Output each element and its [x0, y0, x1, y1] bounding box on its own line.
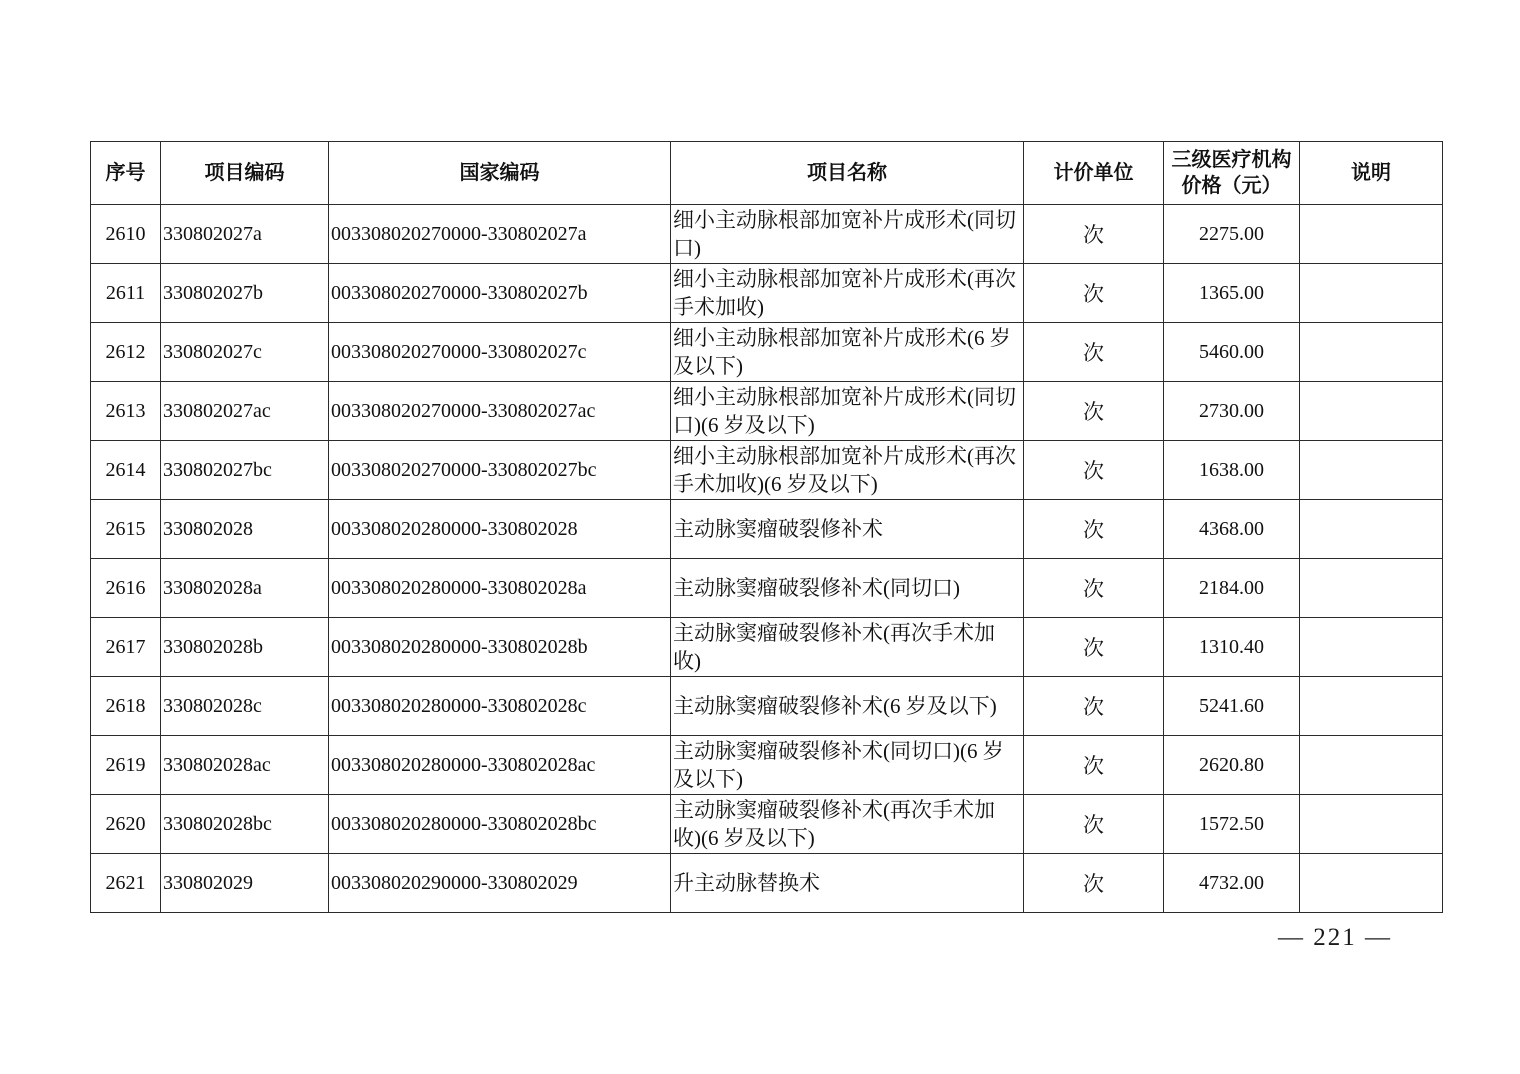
col-header-unit: 计价单位 — [1024, 142, 1164, 205]
table-row — [91, 736, 1443, 795]
national-code-cell: 003308020280000-330802028ac — [329, 736, 671, 795]
table-row — [91, 854, 1443, 913]
table-row — [91, 323, 1443, 382]
table-row — [91, 382, 1443, 441]
col-header-project-code: 项目编码 — [161, 142, 329, 205]
seq-cell: 2613 — [91, 382, 161, 441]
note-cell — [1300, 441, 1443, 500]
col-header-seq: 序号 — [91, 142, 161, 205]
project-name-cell: 主动脉窦瘤破裂修补术(再次手术加收)(6 岁及以下) — [671, 795, 1024, 854]
price-cell: 1365.00 — [1164, 264, 1300, 323]
seq-cell: 2621 — [91, 854, 161, 913]
project-code-cell: 330802027ac — [161, 382, 329, 441]
table-row — [91, 618, 1443, 677]
national-code-cell: 003308020280000-330802028c — [329, 677, 671, 736]
table-row — [91, 264, 1443, 323]
unit-cell: 次 — [1024, 323, 1164, 382]
national-code-cell: 003308020270000-330802027ac — [329, 382, 671, 441]
price-cell: 2620.80 — [1164, 736, 1300, 795]
seq-cell: 2612 — [91, 323, 161, 382]
project-code-cell: 330802028b — [161, 618, 329, 677]
medical-price-table — [90, 141, 1443, 913]
project-code-cell: 330802027b — [161, 264, 329, 323]
price-cell: 4732.00 — [1164, 854, 1300, 913]
project-code-cell: 330802028ac — [161, 736, 329, 795]
seq-cell: 2617 — [91, 618, 161, 677]
seq-cell: 2620 — [91, 795, 161, 854]
seq-cell: 2615 — [91, 500, 161, 559]
unit-cell: 次 — [1024, 500, 1164, 559]
unit-cell: 次 — [1024, 795, 1164, 854]
project-name-cell: 主动脉窦瘤破裂修补术(6 岁及以下) — [671, 677, 1024, 736]
project-name-cell: 主动脉窦瘤破裂修补术(同切口)(6 岁及以下) — [671, 736, 1024, 795]
note-cell — [1300, 323, 1443, 382]
price-cell: 1638.00 — [1164, 441, 1300, 500]
seq-cell: 2614 — [91, 441, 161, 500]
price-cell: 5460.00 — [1164, 323, 1300, 382]
project-name-cell: 主动脉窦瘤破裂修补术 — [671, 500, 1024, 559]
unit-cell: 次 — [1024, 382, 1164, 441]
national-code-cell: 003308020270000-330802027c — [329, 323, 671, 382]
note-cell — [1300, 795, 1443, 854]
seq-cell: 2616 — [91, 559, 161, 618]
note-cell — [1300, 618, 1443, 677]
unit-cell: 次 — [1024, 677, 1164, 736]
unit-cell: 次 — [1024, 205, 1164, 264]
national-code-cell: 003308020270000-330802027bc — [329, 441, 671, 500]
price-header-line2: 价格（元） — [1181, 175, 1282, 197]
seq-cell: 2610 — [91, 205, 161, 264]
note-cell — [1300, 500, 1443, 559]
note-cell — [1300, 677, 1443, 736]
price-cell: 2184.00 — [1164, 559, 1300, 618]
project-name-cell: 细小主动脉根部加宽补片成形术(同切口)(6 岁及以下) — [671, 382, 1024, 441]
project-name-cell: 细小主动脉根部加宽补片成形术(再次手术加收) — [671, 264, 1024, 323]
note-cell — [1300, 205, 1443, 264]
project-name-cell: 细小主动脉根部加宽补片成形术(同切口) — [671, 205, 1024, 264]
project-code-cell: 330802028a — [161, 559, 329, 618]
page-number: — 221 — — [1278, 924, 1392, 951]
project-code-cell: 330802027a — [161, 205, 329, 264]
table-row — [91, 441, 1443, 500]
national-code-cell: 003308020290000-330802029 — [329, 854, 671, 913]
project-code-cell: 330802028 — [161, 500, 329, 559]
price-cell: 4368.00 — [1164, 500, 1300, 559]
unit-cell: 次 — [1024, 559, 1164, 618]
seq-cell: 2618 — [91, 677, 161, 736]
project-name-cell: 细小主动脉根部加宽补片成形术(再次手术加收)(6 岁及以下) — [671, 441, 1024, 500]
national-code-cell: 003308020270000-330802027a — [329, 205, 671, 264]
price-cell: 2730.00 — [1164, 382, 1300, 441]
unit-cell: 次 — [1024, 854, 1164, 913]
project-name-cell: 细小主动脉根部加宽补片成形术(6 岁及以下) — [671, 323, 1024, 382]
table-row — [91, 500, 1443, 559]
project-code-cell: 330802028bc — [161, 795, 329, 854]
national-code-cell: 003308020280000-330802028bc — [329, 795, 671, 854]
national-code-cell: 003308020270000-330802027b — [329, 264, 671, 323]
note-cell — [1300, 559, 1443, 618]
price-cell: 1572.50 — [1164, 795, 1300, 854]
price-header-line1: 三级医疗机构 — [1171, 149, 1292, 171]
seq-cell: 2619 — [91, 736, 161, 795]
project-name-cell: 升主动脉替换术 — [671, 854, 1024, 913]
col-header-national-code: 国家编码 — [329, 142, 671, 205]
table-row — [91, 559, 1443, 618]
price-cell: 2275.00 — [1164, 205, 1300, 264]
unit-cell: 次 — [1024, 441, 1164, 500]
table-header — [91, 142, 1443, 205]
unit-cell: 次 — [1024, 736, 1164, 795]
header-row — [91, 142, 1443, 205]
note-cell — [1300, 382, 1443, 441]
note-cell — [1300, 264, 1443, 323]
seq-cell: 2611 — [91, 264, 161, 323]
national-code-cell: 003308020280000-330802028b — [329, 618, 671, 677]
note-cell — [1300, 854, 1443, 913]
table-row — [91, 205, 1443, 264]
national-code-cell: 003308020280000-330802028a — [329, 559, 671, 618]
table-body — [91, 205, 1443, 913]
project-name-cell: 主动脉窦瘤破裂修补术(再次手术加收) — [671, 618, 1024, 677]
project-code-cell: 330802029 — [161, 854, 329, 913]
unit-cell: 次 — [1024, 618, 1164, 677]
table-row — [91, 677, 1443, 736]
project-code-cell: 330802027bc — [161, 441, 329, 500]
project-name-cell: 主动脉窦瘤破裂修补术(同切口) — [671, 559, 1024, 618]
price-cell: 5241.60 — [1164, 677, 1300, 736]
price-cell: 1310.40 — [1164, 618, 1300, 677]
project-code-cell: 330802027c — [161, 323, 329, 382]
national-code-cell: 003308020280000-330802028 — [329, 500, 671, 559]
table-row — [91, 795, 1443, 854]
col-header-project-name: 项目名称 — [671, 142, 1024, 205]
col-header-price — [1164, 142, 1300, 205]
unit-cell: 次 — [1024, 264, 1164, 323]
col-header-note: 说明 — [1300, 142, 1443, 205]
note-cell — [1300, 736, 1443, 795]
project-code-cell: 330802028c — [161, 677, 329, 736]
